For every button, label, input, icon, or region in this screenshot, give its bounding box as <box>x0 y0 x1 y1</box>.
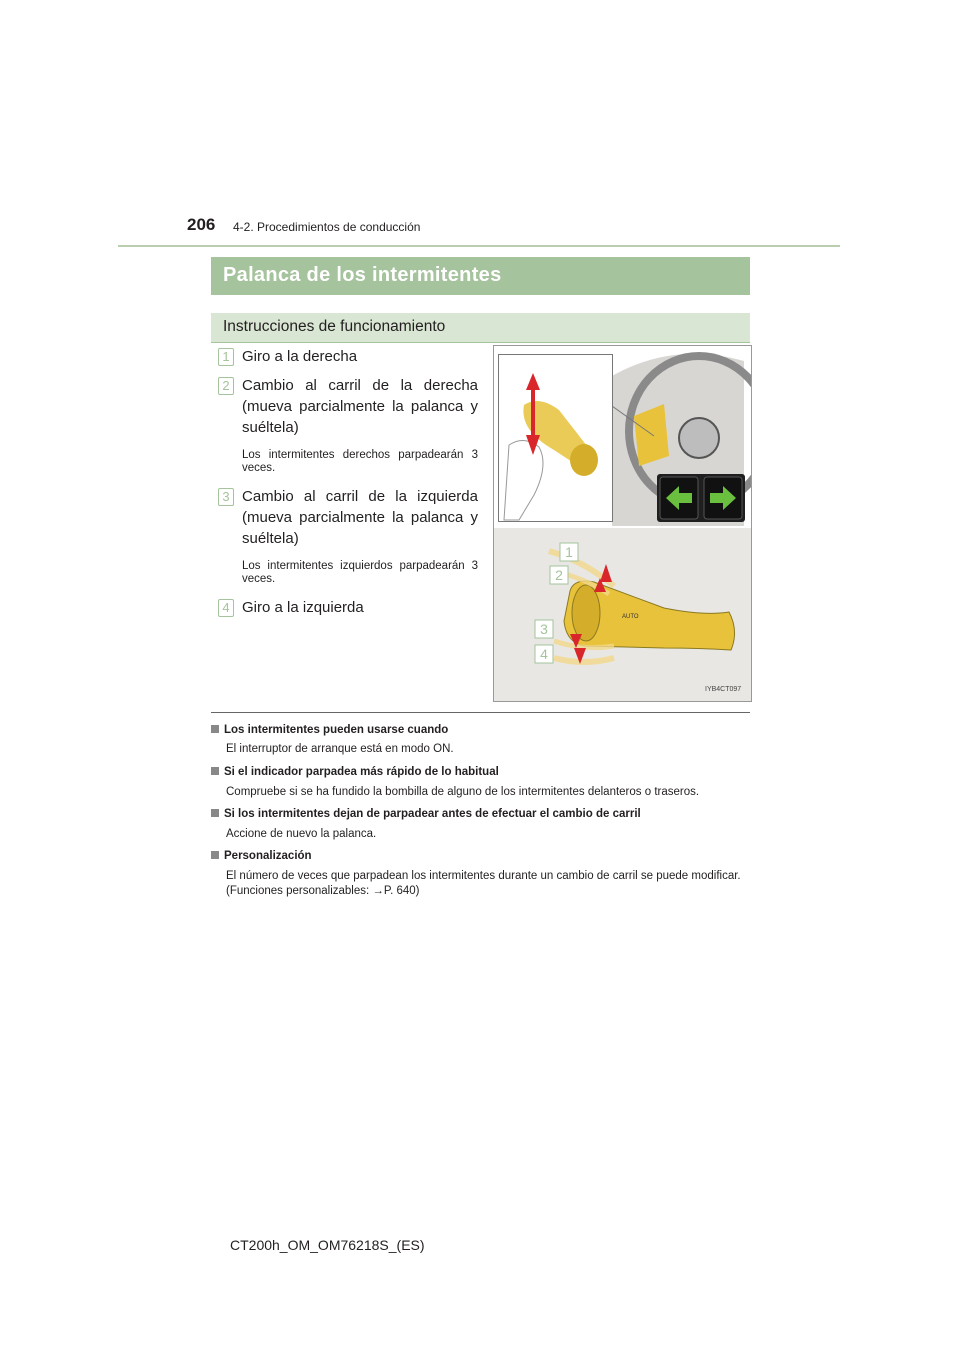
hand-outline <box>504 440 543 520</box>
lever-tip <box>572 585 600 641</box>
note-2-heading <box>211 766 499 778</box>
document-code-footer: CT200h_OM_OM76218S_(ES) <box>230 1237 425 1253</box>
note-3-body: Accione de nuevo la palanca. <box>226 828 377 840</box>
step-1-text: Giro a la derecha <box>242 348 358 365</box>
lever-auto-label: AUTO <box>622 614 639 620</box>
callout-4: 4 <box>540 646 548 662</box>
page-title: Palanca de los intermitentes <box>223 264 502 286</box>
steering-hub <box>679 418 719 458</box>
step-2-note: Los intermitentes derechos parpadearán 3 veces. <box>242 449 478 474</box>
bullet-square-icon <box>211 851 219 859</box>
note-1-heading <box>211 724 448 736</box>
step-2-number: 2 <box>218 377 234 395</box>
note-2-heading-text: Si el indicador parpadea más rápido de lo habitual <box>224 766 499 778</box>
step-3-note: Los intermitentes izquierdos parpadearán 3 veces. <box>242 560 478 585</box>
bullet-square-icon <box>211 809 219 817</box>
note-1-heading-text: Los intermitentes pueden usarse cuando <box>224 724 449 736</box>
callout-1: 1 <box>565 544 573 560</box>
header-divider <box>118 245 840 247</box>
title-banner <box>211 257 750 295</box>
section-label: 4-2. Procedimientos de conducción <box>233 220 421 234</box>
page-number: 206 <box>187 215 216 234</box>
note-4-heading <box>211 850 312 862</box>
callout-2: 2 <box>555 567 563 583</box>
note-3-heading-text: Si los intermitentes dejan de parpadear antes de efectuar el cambio de carril <box>224 808 641 820</box>
note-4-body: El número de veces que parpadean los intermitentes durante un cambio de carril se puede modificar. (Funciones personalizables: →P. 640) <box>226 870 741 897</box>
step-4-text: Giro a la izquierda <box>242 599 364 616</box>
step-3-number: 3 <box>218 488 234 506</box>
step-3-text: Cambio al carril de la izquierda (mueva parcialmente la palanca y suéltela) <box>242 488 478 547</box>
bullet-square-icon <box>211 767 219 775</box>
note-1-body: El interruptor de arranque está en modo ON. <box>226 743 454 755</box>
callout-3: 3 <box>540 621 548 637</box>
inset-illustration <box>499 355 612 521</box>
step-4-number: 4 <box>218 599 234 617</box>
subtitle-banner <box>211 313 750 343</box>
section-subtitle: Instrucciones de funcionamiento <box>223 318 446 335</box>
hand-on-lever-inset <box>498 354 613 522</box>
figure-code: IYB4CT097 <box>705 686 742 693</box>
bullet-square-icon <box>211 725 219 733</box>
step-1-number: 1 <box>218 348 234 366</box>
notes-divider <box>211 712 750 713</box>
note-3-heading <box>211 808 641 820</box>
note-2-body: Compruebe si se ha fundido la bombilla de alguno de los intermitentes delanteros o traseros. <box>226 786 700 798</box>
inset-lever-tip <box>570 444 598 476</box>
step-2-text: Cambio al carril de la derecha (mueva parcialmente la palanca y suéltela) <box>242 377 478 436</box>
note-4-heading-text: Personalización <box>224 850 312 862</box>
